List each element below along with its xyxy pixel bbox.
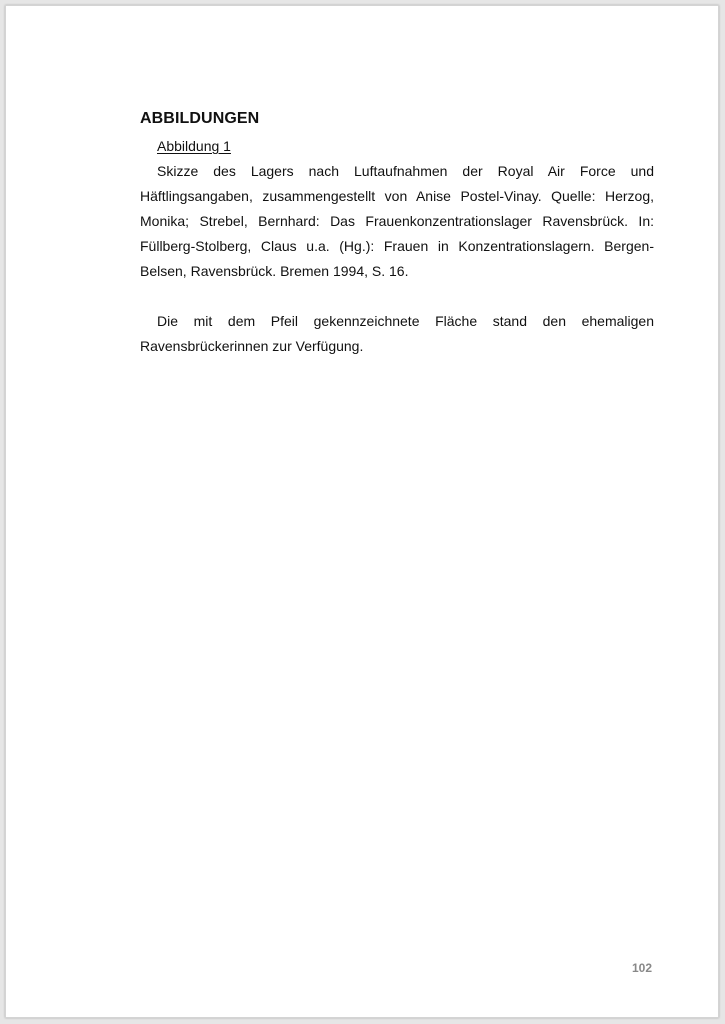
figure-caption-text: Skizze des Lagers nach Luftaufnahmen der Royal Air Force und Häftlingsangaben, zusammengestellt von Anise Postel-Vinay. Quelle: Herzog, Monika; Strebel, Bernhard: Das Frauenkonzentrationslager Ravensbrück. In: Füllberg-Stolberg, Claus u.a. (Hg.): Frauen in Konzentrationslagern. Bergen-Belsen, Ravensbrück. Bremen 1994, S. 16. <box>140 163 654 279</box>
page-number: 102 <box>631 961 652 975</box>
figure-note-text: Die mit dem Pfeil gekennzeichnete Fläche stand den ehemaligen Ravensbrückerinnen zur Verfügung. <box>140 313 654 354</box>
section-heading: ABBILDUNGEN <box>140 110 260 127</box>
paragraph-spacer <box>140 284 654 309</box>
page-content <box>140 104 654 359</box>
document-page <box>5 5 719 1018</box>
figure-caption-label: Abbildung 1 <box>157 138 231 154</box>
